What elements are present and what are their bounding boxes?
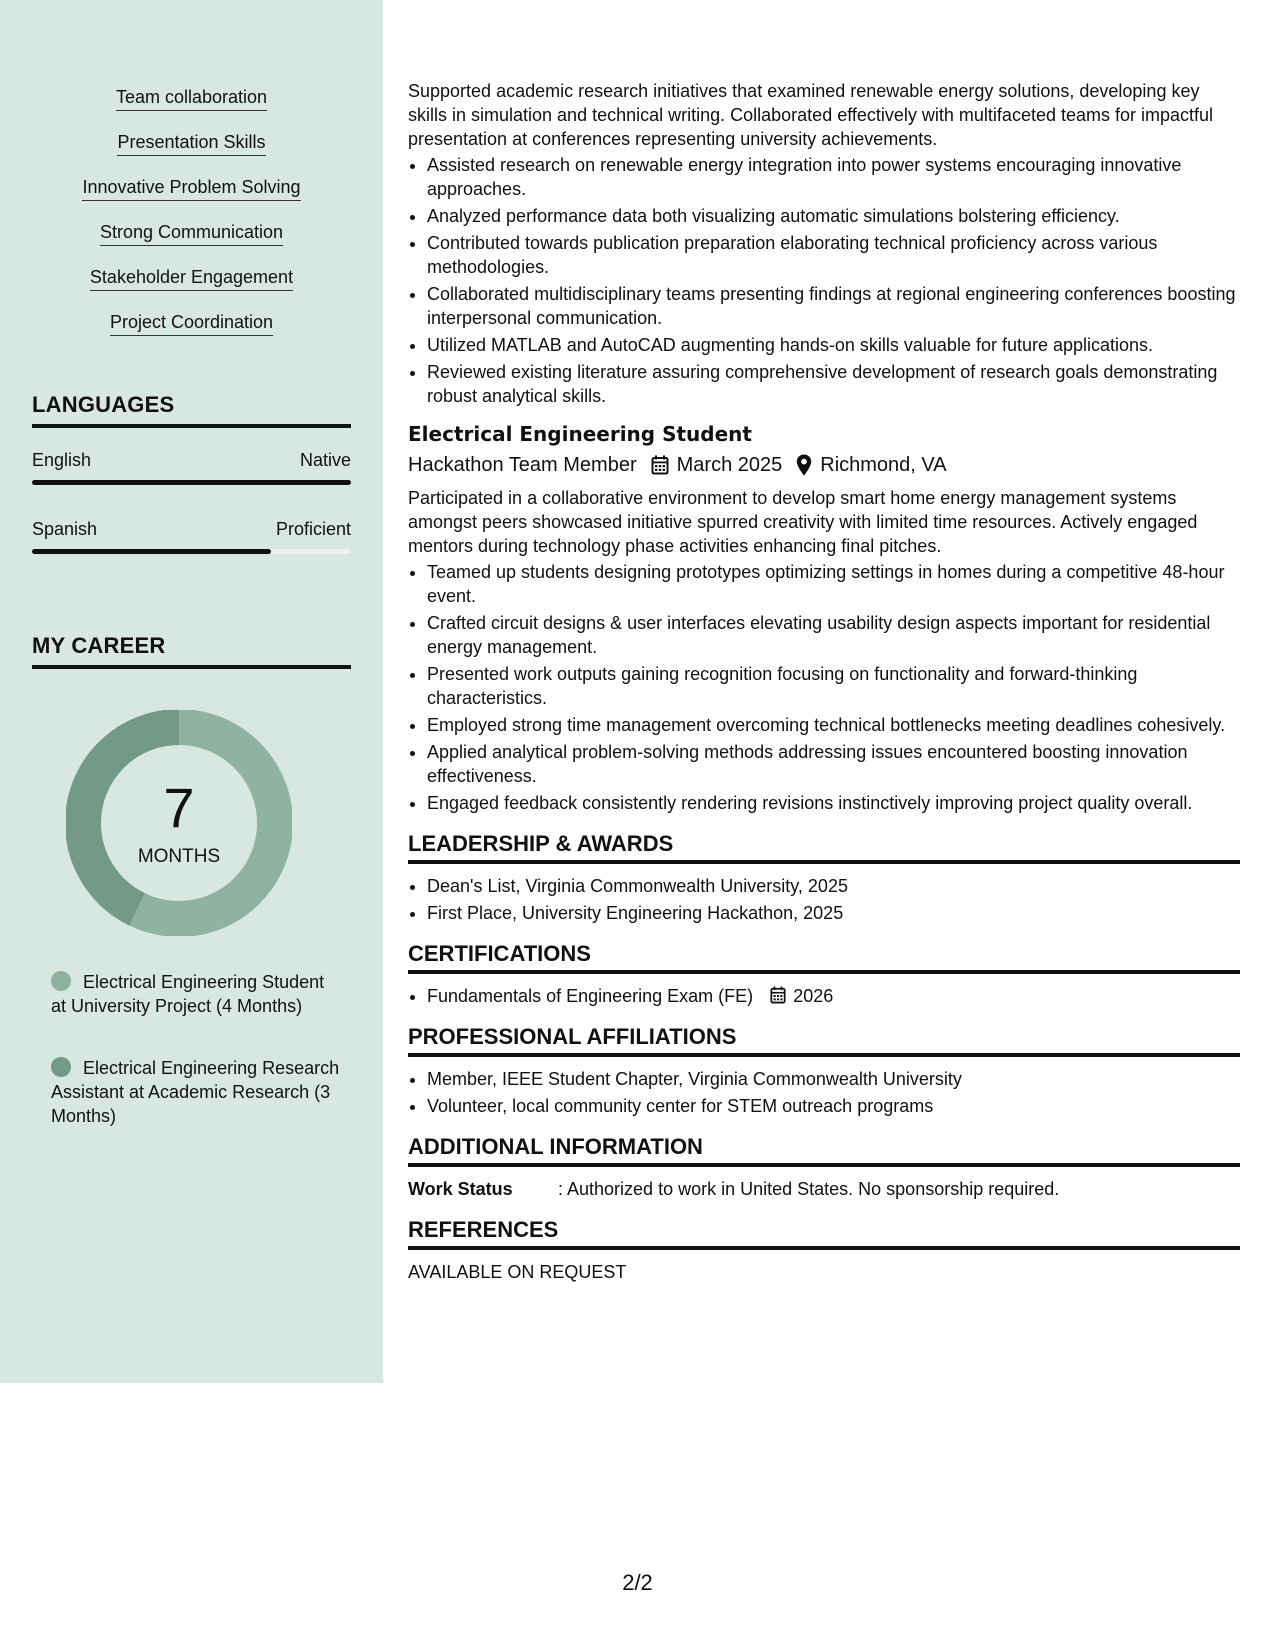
references-heading: REFERENCES: [408, 1217, 1240, 1250]
language-name: English: [32, 450, 92, 470]
main-content: [408, 79, 1240, 1284]
language-row-spanish: [32, 518, 351, 540]
list-item: • First Place, University Engineering Hackathon, 2025: [427, 901, 1240, 925]
list-item: • Engaged feedback consistently rendering revisions instinctively improving project quality overall.: [427, 791, 1240, 815]
career-legend-item: [51, 970, 341, 1018]
list-item: • Crafted circuit designs & user interfaces elevating usability design aspects important for residential energy management.: [427, 611, 1240, 659]
career-total: 7: [163, 776, 195, 839]
list-item: • Contributed towards publication preparation elaborating technical proficiency across various methodologies.: [427, 231, 1240, 279]
language-bar-fill: [32, 480, 351, 485]
list-item: • Applied analytical problem-solving methods addressing issues encountered boosting innovation effectiveness.: [427, 740, 1240, 788]
experience-summary: Supported academic research initiatives that examined renewable energy solutions, developing key skills in simulation and technical writing. Collaborated effectively with multifaceted teams for impactful presentation at conferences representing university achievements.: [408, 81, 1214, 149]
language-row-english: [32, 449, 351, 471]
skills-list: [0, 86, 383, 356]
affiliations-list: [408, 1067, 1240, 1118]
list-item: • Employed strong time management overcoming technical bottlenecks meeting deadlines cohesively.: [427, 713, 1240, 737]
skill-item: Presentation Skills: [117, 131, 265, 156]
list-item: • Member, IEEE Student Chapter, Virginia Commonwealth University: [427, 1067, 1240, 1091]
list-item: • Reviewed existing literature assuring comprehensive development of research goals demonstrating robust analytical skills.: [427, 360, 1240, 408]
certifications-heading: CERTIFICATIONS: [408, 941, 1240, 974]
location-pin-icon: [796, 454, 812, 476]
languages-heading: LANGUAGES: [32, 392, 351, 428]
experience-bullets: [408, 153, 1240, 408]
calendar-icon: [770, 986, 786, 1004]
language-name: Spanish: [32, 519, 98, 539]
certifications-list: [408, 984, 1240, 1008]
job-role: Hackathon Team Member: [408, 454, 637, 476]
job-location: Richmond, VA: [820, 454, 947, 476]
list-item: • Teamed up students designing prototypes optimizing settings in homes during a competitive 48-hour event.: [427, 560, 1240, 608]
list-item: • Collaborated multidisciplinary teams presenting findings at regional engineering conferences boosting interpersonal communication.: [427, 282, 1240, 330]
legend-label: Electrical Engineering Student at University Project (4 Months): [51, 972, 325, 1016]
list-item: • Analyzed performance data both visualizing automatic simulations bolstering efficiency.: [427, 204, 1240, 228]
work-status-value: : Authorized to work in United States. No sponsorship required.: [558, 1179, 1060, 1199]
job-title: Electrical Engineering Student: [408, 422, 752, 446]
career-unit: MONTHS: [137, 846, 221, 867]
list-item: [427, 984, 1240, 1008]
job-date: March 2025: [676, 454, 783, 476]
skill-item: Innovative Problem Solving: [82, 176, 300, 201]
job-meta: [408, 452, 1240, 478]
skill-item: Team collaboration: [116, 86, 267, 111]
additional-info-heading: ADDITIONAL INFORMATION: [408, 1134, 1240, 1167]
legend-label: Electrical Engineering Research Assistant at Academic Research (3 Months): [51, 1058, 340, 1126]
career-heading: MY CAREER: [32, 633, 351, 669]
career-donut-chart: [66, 710, 292, 936]
references-text: AVAILABLE ON REQUEST: [408, 1262, 627, 1282]
list-item: • Assisted research on renewable energy integration into power systems encouraging innovative approaches.: [427, 153, 1240, 201]
leadership-list: [408, 874, 1240, 925]
job-summary: Participated in a collaborative environment to develop smart home energy management systems amongst peers showcased initiative spurred creativity with limited time resources. Actively engaged mentors during technology phase activities enhancing final pitches.: [408, 488, 1198, 556]
language-level: Proficient: [275, 519, 351, 539]
sidebar: [0, 0, 383, 1383]
legend-dot: [51, 1057, 71, 1077]
language-bar-fill: [32, 549, 271, 554]
language-bar-spanish: [32, 549, 351, 554]
work-status-label: Work Status: [408, 1179, 513, 1199]
certification-year: 2026: [793, 986, 834, 1006]
skill-item: Stakeholder Engagement: [90, 266, 293, 291]
list-item: • Dean's List, Virginia Commonwealth University, 2025: [427, 874, 1240, 898]
language-level: Native: [299, 450, 351, 470]
legend-dot: [51, 971, 71, 991]
leadership-heading: LEADERSHIP & AWARDS: [408, 831, 1240, 864]
page-number: 2/2: [622, 1570, 653, 1595]
affiliations-heading: PROFESSIONAL AFFILIATIONS: [408, 1024, 1240, 1057]
certification-name: Fundamentals of Engineering Exam (FE): [427, 986, 754, 1006]
list-item: • Presented work outputs gaining recognition focusing on functionality and forward-thinking characteristics.: [427, 662, 1240, 710]
work-status-row: [408, 1177, 1240, 1201]
list-item: • Volunteer, local community center for STEM outreach programs: [427, 1094, 1240, 1118]
calendar-icon: [651, 455, 669, 475]
career-legend-item: [51, 1056, 341, 1128]
skill-item: Strong Communication: [100, 221, 283, 246]
language-bar-english: [32, 480, 351, 485]
job-bullets: [408, 560, 1240, 815]
skill-item: Project Coordination: [110, 311, 273, 336]
list-item: • Utilized MATLAB and AutoCAD augmenting hands-on skills valuable for future applications.: [427, 333, 1240, 357]
